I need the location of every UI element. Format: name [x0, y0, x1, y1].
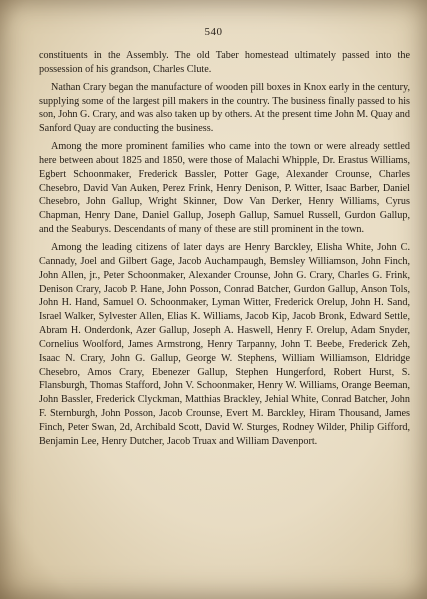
paragraph-prominent-families: Among the more prominent families who came into the town or were already settled here between about 1825 and 1850, were those of Malachi Whipple, Dr. Erastus Williams, Egbert Schoonmaker, Frederick Bassler, Potter Gage, Alexander Crounse, Charles Chesebro, David Van Auken, Perez Frink, Henry Denison, P. Witter, Isaac Barber, Daniel Chesebro, John Gallup, Wright Skinner, Dow Van Derker, Henry Williams, Cyrus Chapman, Henry Dane, Daniel Gallup, Joseph Gallup, Samuel Russell, Gurdon Gallup, and the Seaburys. Descendants of many of these are still prominent in the town.	[39, 141, 410, 236]
paragraph-continued: constituents in the Assembly. The old Taber homestead ultimately passed into the possession of his grandson, Charles Clute.	[39, 50, 410, 75]
paragraph-leading-citizens: Among the leading citizens of later days are Henry Barckley, Elisha White, John C. Cannady, Joel and Gilbert Gage, Jacob Auchampaugh, Bemsley Williamson, John Finch, John Allen, jr., Peter Schoonmaker, Alexander Crounse, John G. Crary, Charles G. Frink, Denison Crary, Jacob P. Hane, John Posson, Conrad Batcher, Gurdon Gallup, Anson Tols, John H. Hand, Samuel O. Schoonmaker, Lyman Witter, Frederick Orelup, John H. Sand, Israel Walker, Sylvester Allen, Elias K. Williams, Jacob Kip, Jacob Bronk, Edward Settle, Abram H. Onderdonk, Azer Gallup, Joseph A. Haswell, Henry F. Orelup, Adam Snyder, Cornelius Woolford, James Armstrong, Henry Tarpanny, John T. Beebe, Frederick Zeh, Isaac N. Crary, John G. Gallup, George W. Stephens, William Williamson, Eldridge Chesebro, Amos Crary, Ebenezer Gallup, Stephen Hungerford, Robert Hurst, S. Flansburgh, Thomas Stafford, John V. Schoonmaker, Henry W. Williams, Orange Beeman, John Bassler, Frederick Clyckman, Matthias Brackley, Jehial White, Conrad Batcher, John F. Sternburgh, John Posson, Jacob Crounse, Evert M. Barckley, Hiram Thousand, James Finch, Peter Swan, 2d, Archibald Scott, David W. Sturges, Rodney Wilder, Philip Gifford, Benjamin Lee, Henry Dutcher, Jacob Truax and William Davenport.	[39, 241, 410, 447]
page-number: 540	[204, 26, 223, 38]
page-body-text	[39, 49, 410, 453]
paragraph-pill-boxes: Nathan Crary began the manufacture of wooden pill boxes in Knox early in the century, supplying some of the largest pill makers in the country. The business finally passed to his son, John G. Crary, and was also taken up by others. At the present time John M. Quay and Sanford Quay are conducting the business.	[39, 81, 410, 135]
